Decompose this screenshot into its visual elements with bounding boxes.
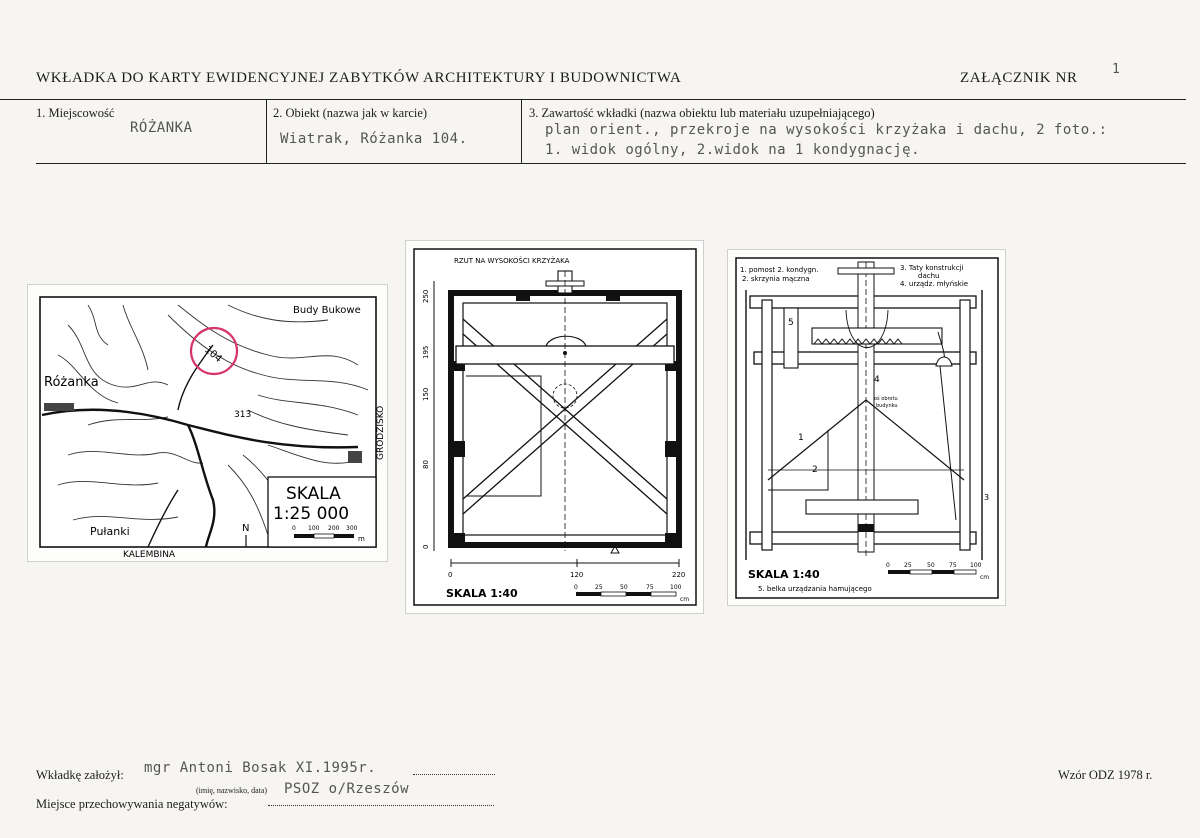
elevation-axis-note-2: budynku — [876, 403, 898, 409]
section-bar-unit: cm — [680, 596, 690, 603]
elevation-label-5: 5 — [788, 318, 794, 328]
form-model-label: Wzór ODZ 1978 r. — [1058, 768, 1153, 782]
map-scale-tick-2: 200 — [328, 525, 340, 532]
elevation-label-4: 4 — [874, 375, 880, 385]
section-vtick-3: 80 — [422, 460, 430, 469]
orientation-map — [27, 284, 388, 562]
object-label: 2. Obiekt (nazwa jak w karcie) — [273, 106, 428, 120]
elevation-bar-tick-2: 50 — [927, 562, 935, 569]
annex-number: 1 — [1112, 62, 1120, 77]
elevation-beam-note: 5. belka urządzania hamującego — [758, 585, 872, 593]
map-village-label: Różanka — [44, 375, 99, 390]
elevation-legend-right-3: 4. urządz. młyńskie — [900, 280, 969, 288]
elevation-bar-tick-1: 25 — [904, 562, 912, 569]
section-plan-drawing — [405, 240, 704, 614]
section-bar-tick-1: 25 — [595, 584, 603, 591]
map-southwest-label: Pułanki — [90, 525, 130, 538]
map-north-label: Budy Bukowe — [293, 305, 361, 316]
section-scale-bar — [576, 592, 676, 596]
map-scale-value: 1:25 000 — [273, 504, 350, 524]
elevation-legend-left-2: 2. skrzynia mączna — [742, 275, 810, 283]
map-scale-unit: m — [358, 535, 365, 543]
object-value: Wiatrak, Różanka 104. — [280, 131, 468, 147]
map-elevation: 313 — [234, 410, 252, 420]
elevation-legend-right-1: 3. Taty konstrukcji — [900, 264, 964, 272]
founder-label: Wkładkę założył: — [36, 768, 124, 782]
negatives-dotted-line — [268, 805, 494, 806]
founder-sub-label: (imię, nazwisko, data) — [196, 786, 268, 795]
elevation-bar-tick-3: 75 — [949, 562, 957, 569]
map-north-arrow: N — [242, 523, 250, 534]
map-scale-tick-0: 0 — [292, 525, 296, 532]
elevation-bar-tick-4: 100 — [970, 562, 982, 569]
section-bar-tick-4: 100 — [670, 584, 682, 591]
elevation-scale-bar — [888, 570, 976, 574]
elevation-legend-right-2: dachu — [918, 272, 940, 280]
section-bar-tick-0: 0 — [574, 584, 578, 591]
content-value-line2: 1. widok ogólny, 2.widok na 1 kondygnację. — [545, 142, 921, 158]
section-htick-2: 220 — [672, 571, 686, 579]
elevation-scale-label: SKALA 1:40 — [748, 568, 820, 581]
founder-dotted-line — [413, 774, 495, 775]
place-label: 1. Miejscowość — [36, 106, 115, 120]
map-east-label: GRODZISKO — [376, 405, 386, 460]
section-vtick-0: 250 — [422, 289, 430, 303]
form-title: WKŁADKA DO KARTY EWIDENCYJNEJ ZABYTKÓW ARCHITEKTURY I BUDOWNICTWA — [36, 70, 682, 86]
header-rule — [0, 99, 1186, 100]
annex-label: ZAŁĄCZNIK NR — [960, 70, 1078, 86]
section-vtick-1: 195 — [422, 345, 430, 359]
section-scale-label: SKALA 1:40 — [446, 587, 518, 600]
section-vtick-4: 0 — [422, 544, 430, 549]
founder-value: mgr Antoni Bosak XI.1995r. — [144, 760, 377, 776]
map-object-tag: 104 — [202, 344, 224, 366]
section-bar-tick-3: 75 — [646, 584, 654, 591]
map-scale-tick-1: 100 — [308, 525, 320, 532]
elevation-legend-left-1: 1. pomost 2. kondygn. — [740, 266, 819, 274]
elevation-bar-tick-0: 0 — [886, 562, 890, 569]
elevation-label-1: 1 — [798, 433, 804, 443]
elevation-drawing — [727, 249, 1006, 606]
section-title: RZUT NA WYSOKOŚCI KRZYŻAKA — [454, 257, 570, 265]
map-south-label: KALEMBINA — [123, 550, 176, 560]
map-scale-title: SKALA — [286, 484, 341, 504]
fields-bottom-rule — [36, 163, 1186, 164]
elevation-axis-note-1: oś obrotu — [874, 396, 898, 402]
field-divider-1 — [266, 99, 267, 163]
field-divider-2 — [521, 99, 522, 163]
content-label: 3. Zawartość wkładki (nazwa obiektu lub materiału uzupełniającego) — [529, 106, 875, 120]
negatives-label: Miejsce przechowywania negatywów: — [36, 797, 228, 811]
map-scale-bar — [294, 534, 354, 538]
elevation-label-2: 2 — [812, 465, 818, 475]
content-value-line1: plan orient., przekroje na wysokości krzyżaka i dachu, 2 foto.: — [545, 122, 1108, 138]
elevation-bar-unit: cm — [980, 574, 990, 581]
map-scale-tick-3: 300 — [346, 525, 358, 532]
negatives-value: PSOZ o/Rzeszów — [284, 781, 410, 797]
section-bar-tick-2: 50 — [620, 584, 628, 591]
section-htick-0: 0 — [448, 571, 453, 579]
elevation-label-3: 3 — [984, 493, 990, 502]
section-vtick-2: 150 — [422, 387, 430, 401]
section-htick-1: 120 — [570, 571, 584, 579]
place-value: RÓŻANKA — [130, 120, 193, 136]
